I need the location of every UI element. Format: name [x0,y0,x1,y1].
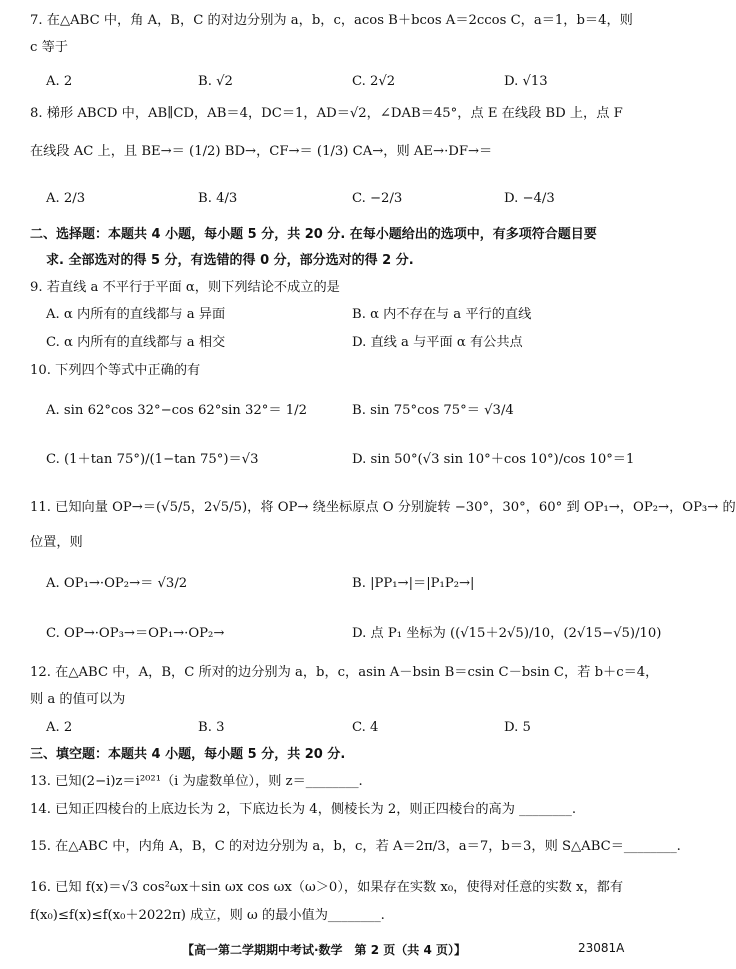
q8-option-a: A. 2/3 [46,191,86,206]
q9-stem: 9. 若直线 a 不平行于平面 α，则下列结论不成立的是 [30,280,340,295]
q10-option-c: C. (1＋tan 75°)/(1−tan 75°)＝√3 [46,452,259,467]
q13: 13. 已知(2−i)z＝i²⁰²¹（i 为虚数单位），则 z＝________. [30,774,363,789]
q12-stem-cont: 则 a 的值可以为 [30,692,126,707]
q11-option-a: A. OP₁→·OP₂→＝ √3/2 [46,576,188,591]
q10-option-a: A. sin 62°cos 32°−cos 62°sin 32°＝ 1/2 [46,403,307,418]
section-3-heading: 三、填空题：本题共 4 小题，每小题 5 分，共 20 分. [30,747,346,762]
q10-option-d: D. sin 50°(√3 sin 10°＋cos 10°)/cos 10°＝1 [352,452,635,467]
q14: 14. 已知正四棱台的上底边长为 2，下底边长为 4，侧棱长为 2，则正四棱台的高为 ________. [30,802,577,817]
q12-option-c: C. 4 [352,720,379,735]
q11-option-b: B. |PP₁→|＝|P₁P₂→| [352,576,475,591]
section-2-heading: 二、选择题：本题共 4 小题，每小题 5 分，共 20 分. 在每小题给出的选项中，有多项符合题目要 [30,227,597,242]
q8-option-b: B. 4/3 [198,191,238,206]
q9-option-c: C. α 内所有的直线都与 a 相交 [46,335,226,350]
q9-option-a: A. α 内所有的直线都与 a 异面 [46,307,226,322]
page-footer [0,941,648,961]
q12-stem: 12. 在△ABC 中，A，B，C 所对的边分别为 a，b，c，asin A－bsin B＝csin C－bsin C，若 b＋c＝4， [30,665,659,680]
footer-title: 【高一第二学期期中考试·数学 第 2 页（共 4 页）】 [182,943,466,957]
q15: 15. 在△ABC 中，内角 A，B，C 的对边分别为 a，b，c，若 A＝2π/3，a＝7，b＝3，则 S△ABC＝________. [30,839,681,854]
q8-stem: 8. 梯形 ABCD 中，AB∥CD，AB＝4，DC＝1，AD＝√2，∠DAB＝45°，点 E 在线段 BD 上，点 F [30,106,623,121]
q11-option-d: D. 点 P₁ 坐标为 ((√15＋2√5)/10，(2√15−√5)/10) [352,626,662,641]
q12-option-d: D. 5 [504,720,531,735]
q8-option-c: C. −2/3 [352,191,403,206]
q16-stem-cont: f(x₀)≤f(x)≤f(x₀＋2022π) 成立，则 ω 的最小值为________. [30,908,385,923]
q7-option-c: C. 2√2 [352,74,396,89]
q12-option-a: A. 2 [46,720,73,735]
q9-option-b: B. α 内不存在与 a 平行的直线 [352,307,532,322]
q7-option-d: D. √13 [504,74,548,89]
q8-option-d: D. −4/3 [504,191,555,206]
section-2-heading-cont: 求. 全部选对的得 5 分，有选错的得 0 分，部分选对的得 2 分. [46,253,414,268]
q12-option-b: B. 3 [198,720,225,735]
q7-option-a: A. 2 [46,74,73,89]
q8-stem-cont: 在线段 AC 上，且 BE→＝ (1/2) BD→，CF→＝ (1/3) CA→，则 AE→·DF→＝ [30,144,493,159]
q11-stem-cont: 位置，则 [30,535,83,550]
q7-option-b: B. √2 [198,74,233,89]
q10-stem: 10. 下列四个等式中正确的有 [30,363,201,378]
q7-stem-cont: c 等于 [30,40,68,55]
q11-option-c: C. OP→·OP₃→＝OP₁→·OP₂→ [46,626,225,641]
q10-option-b: B. sin 75°cos 75°＝ √3/4 [352,403,514,418]
footer-code: 23081A [578,941,625,955]
q16-stem: 16. 已知 f(x)＝√3 cos²ωx＋sin ωx cos ωx（ω＞0），如果存在实数 x₀，使得对任意的实数 x，都有 [30,880,624,895]
q7-stem: 7. 在△ABC 中，角 A，B，C 的对边分别为 a，b，c，acos B＋bcos A＝2ccos C，a＝1，b＝4，则 [30,13,633,28]
q9-option-d: D. 直线 a 与平面 α 有公共点 [352,335,523,350]
q11-stem: 11. 已知向量 OP→＝(√5/5，2√5/5)，将 OP→ 绕坐标原点 O 分别旋转 −30°，30°，60° 到 OP₁→，OP₂→，OP₃→ 的 [30,500,736,515]
